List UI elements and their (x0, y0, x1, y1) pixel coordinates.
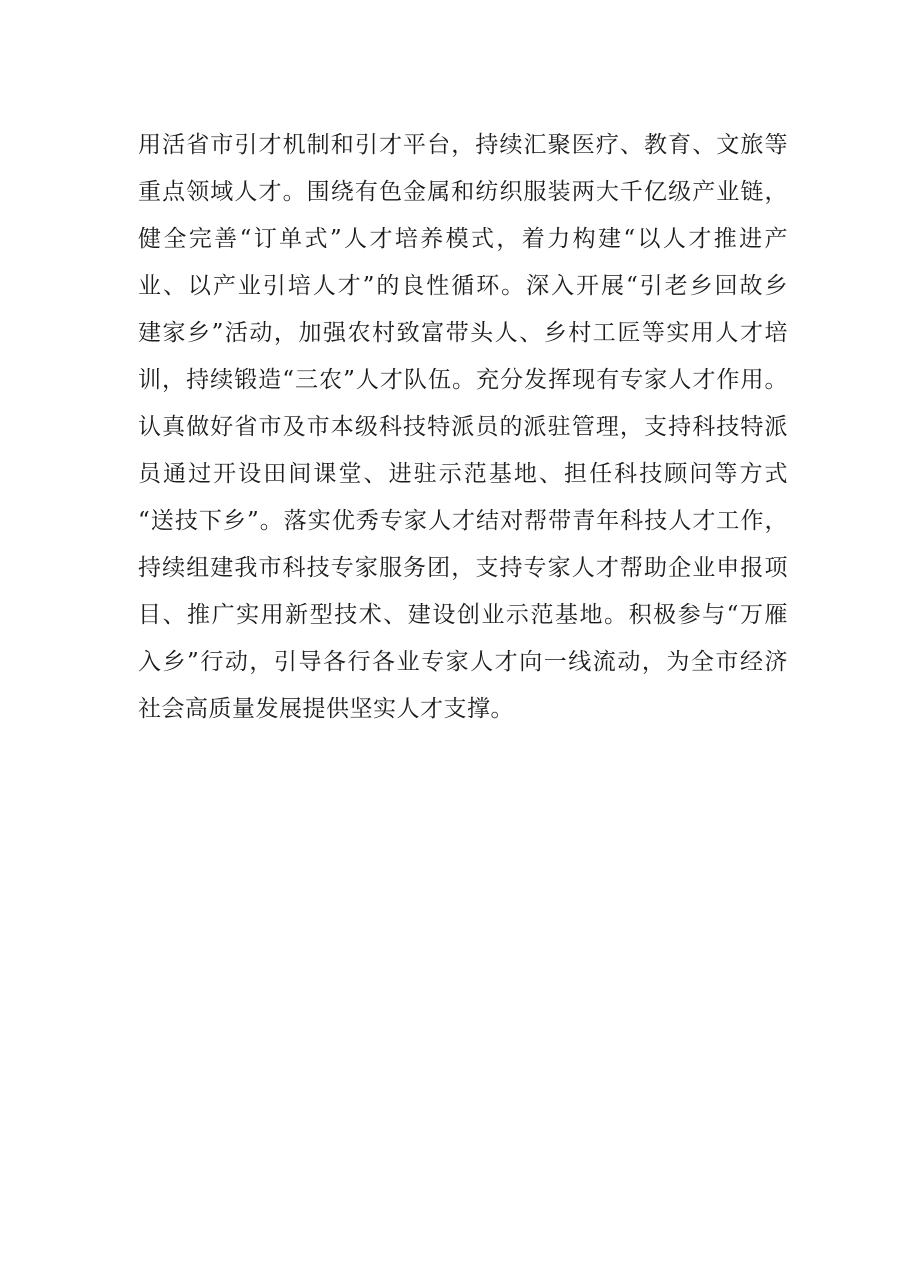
text-line-6: 训，持续锻造“三农”人才队伍。充分发挥现有专家人才作用。 (138, 367, 788, 393)
text-line-8: 员通过开设田间课堂、进驻示范基地、担任科技顾问等方式 (138, 461, 788, 487)
text-line-10: 持续组建我市科技专家服务团，支持专家人才帮助企业申报项 (138, 555, 788, 581)
text-line-3: 健全完善“订单式”人才培养模式，着力构建“以人才推进产 (138, 226, 788, 252)
body-paragraph (138, 122, 788, 733)
text-line-4: 业、以产业引培人才”的良性循环。深入开展“引老乡回故乡 (138, 273, 788, 299)
text-line-11: 目、推广实用新型技术、建设创业示范基地。积极参与“万雁 (138, 602, 788, 628)
text-line-2: 重点领域人才。围绕有色金属和纺织服装两大千亿级产业链， (138, 179, 788, 205)
text-line-12: 入乡”行动，引导各行各业专家人才向一线流动，为全市经济 (138, 649, 788, 675)
text-line-7: 认真做好省市及市本级科技特派员的派驻管理，支持科技特派 (138, 414, 788, 440)
text-line-13: 社会高质量发展提供坚实人才支撑。 (138, 696, 514, 722)
text-line-1: 用活省市引才机制和引才平台，持续汇聚医疗、教育、文旅等 (138, 132, 788, 158)
text-line-5: 建家乡”活动，加强农村致富带头人、乡村工匠等实用人才培 (138, 320, 788, 346)
text-line-9: “送技下乡”。落实优秀专家人才结对帮带青年科技人才工作， (138, 508, 788, 534)
